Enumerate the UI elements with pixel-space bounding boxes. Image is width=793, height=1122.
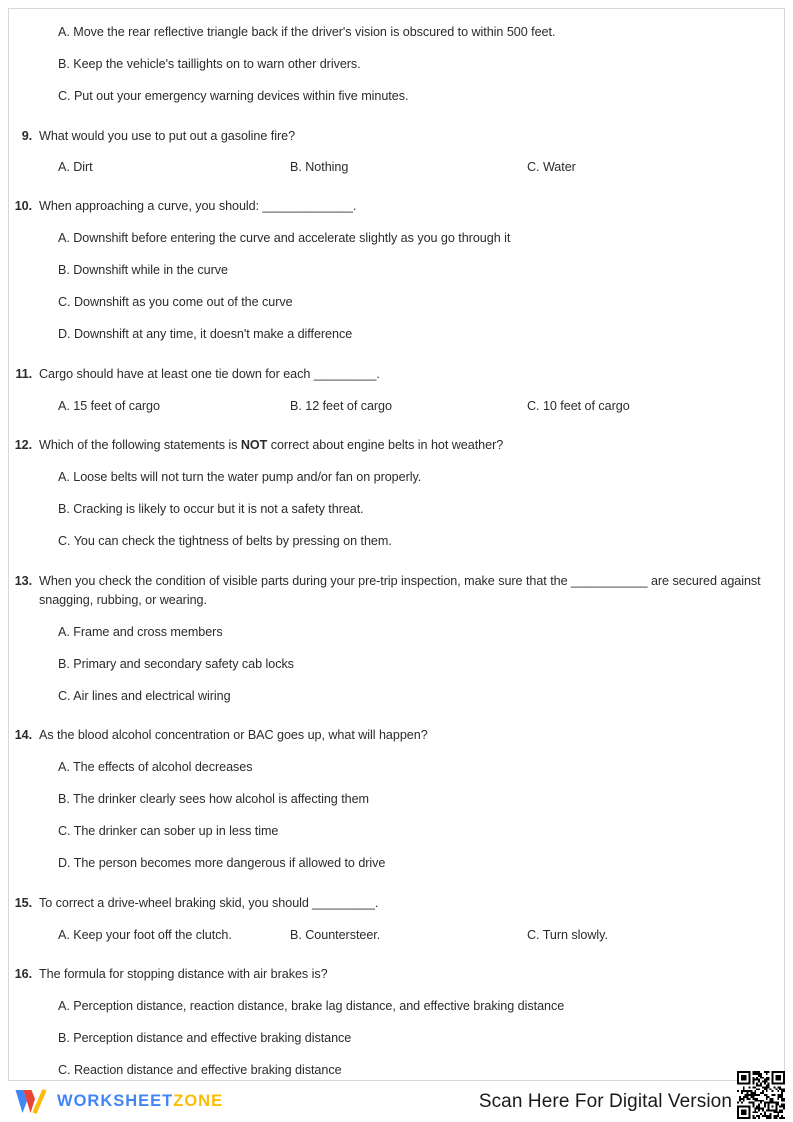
question-header — [9, 127, 762, 146]
answer-options-row — [9, 397, 762, 416]
question-14 — [9, 726, 784, 873]
answer-option[interactable]: C. Turn slowly. — [527, 928, 608, 942]
head-spacer — [9, 455, 762, 468]
answer-option[interactable]: B. Keep the vehicle's taillights on to warn other drivers. — [58, 57, 361, 71]
block-spacer — [9, 706, 784, 726]
answer-option[interactable]: C. You can check the tightness of belts by pressing on them. — [58, 534, 392, 548]
question-number: 9. — [21, 129, 32, 143]
answer-options-row — [9, 926, 762, 945]
option-spacer — [9, 1048, 762, 1061]
answer-option[interactable]: B. Perception distance and effective braking distance — [58, 1031, 352, 1045]
head-spacer — [9, 745, 762, 758]
question-number: 16. — [14, 967, 32, 981]
answer-options-list — [9, 997, 762, 1080]
worksheet-zone-brand[interactable] — [13, 1085, 223, 1118]
question-text: To correct a drive-wheel braking skid, you should _________. — [39, 896, 379, 910]
answer-option[interactable]: B. Cracking is likely to occur but it is not a safety threat. — [58, 502, 364, 516]
answer-option[interactable]: C. Downshift as you come out of the curve — [58, 295, 293, 309]
scan-cta — [479, 1081, 785, 1122]
head-spacer — [9, 384, 762, 397]
question-header — [9, 365, 762, 384]
block-spacer — [9, 551, 784, 572]
answer-option[interactable]: C. Water — [527, 160, 576, 174]
option-spacer — [9, 280, 762, 293]
head-spacer — [9, 913, 762, 926]
head-spacer — [9, 610, 762, 623]
block-spacer — [9, 177, 784, 197]
question-number: 11. — [15, 367, 32, 381]
emphasis-not: NOT — [240, 438, 268, 452]
answer-option[interactable]: A. Perception distance, reaction distance, brake lag distance, and effective braking distance — [58, 999, 565, 1013]
question-text: The formula for stopping distance with air brakes is? — [39, 967, 328, 981]
question-text: When you check the condition of visible parts during your pre-trip inspection, make sure that the ___________ are secured against snagging, rubbing, or wearing. — [39, 574, 761, 607]
option-spacer — [9, 312, 762, 325]
answer-option[interactable]: A. 15 feet of cargo — [58, 399, 160, 413]
question-header — [9, 197, 762, 216]
question-header — [9, 572, 762, 610]
question-list — [9, 9, 784, 1080]
question-12 — [9, 436, 784, 551]
answer-option[interactable]: C. Put out your emergency warning devices within five minutes. — [58, 89, 409, 103]
answer-option[interactable]: C. The drinker can sober up in less time — [58, 824, 279, 838]
question-header — [9, 894, 762, 913]
option-spacer — [9, 642, 762, 655]
answer-options-list — [9, 758, 762, 873]
worksheet-content-box — [8, 8, 785, 1081]
answer-option[interactable]: B. Primary and secondary safety cab locks — [58, 657, 294, 671]
answer-option[interactable]: A. Keep your foot off the clutch. — [58, 928, 232, 942]
answer-option[interactable]: C. Air lines and electrical wiring — [58, 689, 231, 703]
brand-word-zone: ZONE — [173, 1092, 224, 1111]
answer-option[interactable]: C. 10 feet of cargo — [527, 399, 630, 413]
answer-option[interactable]: A. Loose belts will not turn the water pump and/or fan on properly. — [58, 470, 422, 484]
head-spacer — [9, 216, 762, 229]
option-spacer — [9, 74, 762, 87]
scan-here-label: Scan Here For Digital Version — [478, 1091, 732, 1112]
answer-option[interactable]: D. Downshift at any time, it doesn't make a difference — [58, 327, 353, 341]
question-number: 14. — [14, 728, 32, 742]
option-spacer — [9, 487, 762, 500]
answer-options-row — [9, 158, 762, 177]
answer-options-list — [9, 623, 762, 706]
brand-wordmark — [57, 1093, 223, 1110]
answer-option[interactable]: B. Countersteer. — [290, 928, 381, 942]
question-16 — [9, 965, 784, 1080]
option-spacer — [9, 841, 762, 854]
question-number: 12. — [14, 438, 32, 452]
question-text: Which of the following statements is NOT correct about engine belts in hot weather? — [39, 438, 504, 452]
block-spacer — [9, 344, 784, 365]
question-text: What would you use to put out a gasoline fire? — [39, 129, 296, 143]
answer-option[interactable]: B. The drinker clearly sees how alcohol is affecting them — [58, 792, 369, 806]
worksheet-zone-logo-icon — [13, 1087, 49, 1117]
answer-option[interactable]: B. Nothing — [290, 160, 349, 174]
answer-option[interactable]: A. Frame and cross members — [58, 625, 223, 639]
answer-option[interactable]: A. Downshift before entering the curve and accelerate slightly as you go through it — [58, 231, 511, 245]
question-text: Cargo should have at least one tie down for each _________. — [39, 367, 380, 381]
question-10 — [9, 197, 784, 344]
question-continued — [9, 23, 784, 106]
question-11 — [9, 365, 784, 416]
question-number: 10. — [14, 199, 32, 213]
option-spacer — [9, 1016, 762, 1029]
question-number: 13. — [14, 574, 32, 588]
question-9 — [9, 127, 784, 177]
option-spacer — [9, 674, 762, 687]
question-header — [9, 726, 762, 745]
block-spacer — [9, 873, 784, 894]
option-spacer — [9, 809, 762, 822]
answer-option[interactable]: C. Reaction distance and effective braking distance — [58, 1063, 342, 1077]
block-spacer — [9, 945, 784, 965]
answer-options-list — [9, 468, 762, 551]
answer-option[interactable]: A. The effects of alcohol decreases — [58, 760, 253, 774]
answer-options-list — [9, 23, 762, 106]
option-spacer — [9, 777, 762, 790]
option-spacer — [9, 42, 762, 55]
head-spacer — [9, 984, 762, 997]
answer-option[interactable]: D. The person becomes more dangerous if allowed to drive — [58, 856, 386, 870]
question-13 — [9, 572, 784, 706]
question-15 — [9, 894, 784, 945]
qr-code-icon[interactable] — [737, 1071, 785, 1119]
block-spacer — [9, 416, 784, 436]
block-spacer — [9, 106, 784, 127]
answer-option[interactable]: B. 12 feet of cargo — [290, 399, 392, 413]
question-number: 15. — [14, 896, 32, 910]
answer-options-list — [9, 229, 762, 344]
answer-option[interactable]: A. Dirt — [58, 160, 93, 174]
head-spacer — [9, 146, 762, 158]
page-footer — [0, 1081, 793, 1122]
option-spacer — [9, 519, 762, 532]
option-spacer — [9, 248, 762, 261]
question-text: As the blood alcohol concentration or BAC goes up, what will happen? — [39, 728, 428, 742]
answer-option[interactable]: B. Downshift while in the curve — [58, 263, 228, 277]
question-header — [9, 965, 762, 984]
answer-option[interactable]: A. Move the rear reflective triangle back if the driver's vision is obscured to within 500 feet. — [58, 25, 556, 39]
question-text: When approaching a curve, you should: _____________. — [39, 199, 357, 213]
brand-word-worksheet: WORKSHEET — [57, 1092, 174, 1111]
question-header — [9, 436, 762, 455]
